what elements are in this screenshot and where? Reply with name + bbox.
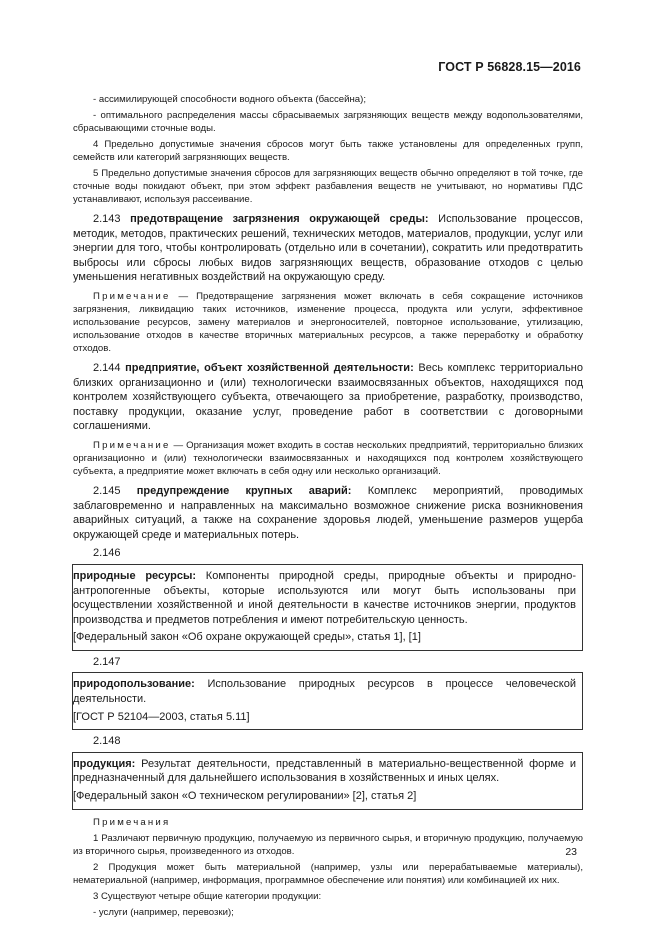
term-number: 2.144	[93, 361, 121, 374]
note-item: 2 Продукция может быть материальной (например, узлы или перерабатываемые материалы), нематериальной (например, информация, программное обеспечение или понятия) или комбинацией их них.	[73, 861, 583, 886]
term-name: предприятие, объект хозяйственной деятельности:	[125, 361, 414, 374]
term-number: 2.143	[93, 213, 121, 225]
term-entry	[73, 757, 576, 786]
note-item: 1 Различают первичную продукцию, получаемую из первичного сырья, и вторичную продукцию, получаемую из вторичного сырья, произведенного из отходов.	[73, 832, 583, 857]
term-reference: [ГОСТ Р 52104—2003, статья 5.11]	[73, 710, 250, 723]
note-label: Примечание	[93, 439, 171, 451]
notes-label: Примечания	[93, 816, 171, 828]
term-name: продукция:	[73, 757, 136, 770]
term-definition: Комплекс мероприятий, проводимых заблаговременно и направленных на максимально возможное снижение риска возникновения аварийных ситуаций, а также на сохранение здоровья людей, уменьшение размеров ущерба окружающей среде и материальных потерь.	[73, 484, 583, 541]
term-name: природные ресурсы:	[73, 569, 197, 582]
term-definition: Весь комплекс территориально близких организационно и (или) технологически взаимосвязанных объектов, находящихся под контролем хозяйствующего субъекта, отвечающего за приобретение, разработку, производство, поставку продукции, оказание услуг, проведение работ в соответствии с договорными соглашениями.	[73, 361, 583, 433]
page-content	[73, 93, 583, 919]
list-item: - услуги (например, перевозки);	[93, 906, 234, 918]
note-text: — Организация может входить в состав нескольких предприятий, территориально близких организационно и (или) технологически взаимосвязанных и находящихся под контролем хозяйствующего субъекта, а предприятие может включать в себя одну или несколько организаций.	[73, 439, 583, 477]
term-number-2-147: 2.147	[93, 655, 121, 668]
term-entry-2-143	[73, 212, 583, 285]
term-entry-2-145	[73, 484, 583, 542]
note-item: 5 Предельно допустимые значения сбросов для загрязняющих веществ обычно определяют в той точке, где сточные воды покидают объект, при этом эффект разбавления веществ не учитывают, но нормативы ПДС устанавливают, используя рассеивание.	[73, 168, 583, 205]
term-definition: Результат деятельности, представленный в материально-вещественной форме и предназначенный для дальнейшего использования в хозяйственных и иных целях.	[73, 757, 577, 785]
document-header: ГОСТ Р 56828.15—2016	[438, 60, 581, 74]
term-box-2-148	[72, 752, 583, 810]
term-reference: [Федеральный закон «Об охране окружающей среды», статья 1], [1]	[73, 631, 421, 644]
list-item: - оптимального распределения массы сбрасываемых загрязняющих веществ между водопользователями, сбрасывающими сточные воды.	[73, 110, 583, 134]
page-number: 23	[565, 846, 577, 858]
note-item: 3 Существуют четыре общие категории продукции:	[93, 890, 322, 902]
term-entry	[73, 677, 576, 706]
term-note	[73, 439, 583, 478]
term-number-2-146: 2.146	[93, 547, 121, 560]
note-label: Примечание	[93, 290, 171, 302]
note-text: — Предотвращение загрязнения может включать в себя сокращение источников загрязнения, ликвидацию таких источников, изменение процесса, продукта или услуги, эффективное использование ресурсов, замену материалов и энергоносителей, повторное использование, утилизацию, использование отходов в качестве вторичных материальных ресурсов, а также переработку и обработку отходов.	[73, 290, 583, 354]
term-name: предотвращение загрязнения окружающей среды:	[130, 213, 429, 225]
term-note	[73, 290, 583, 355]
term-box-2-147	[72, 672, 583, 730]
list-item: - ассимилирующей способности водного объекта (бассейна);	[93, 94, 366, 105]
term-box-2-146	[72, 564, 583, 651]
term-name: природопользование:	[73, 678, 195, 691]
term-number-2-148: 2.148	[93, 735, 121, 748]
note-item: 4 Предельно допустимые значения сбросов могут быть также установлены для определенных групп, семейств или категорий загрязняющих веществ.	[73, 139, 583, 163]
term-definition: Использование природных ресурсов в процессе человеческой деятельности.	[73, 678, 577, 706]
term-reference: [Федеральный закон «О техническом регулировании» [2], статья 2]	[73, 790, 417, 803]
term-name: предупреждение крупных аварий:	[136, 484, 352, 497]
term-number: 2.145	[93, 484, 121, 497]
term-entry	[73, 569, 576, 627]
term-definition: Компоненты природной среды, природные объекты и природно-антропогенные объекты, которые используются или могут быть использованы при осуществлении хозяйственной и иной деятельности в качестве источников энергии, продуктов производства и предметов потребления и имеют потребительскую ценность.	[73, 569, 576, 626]
term-definition: Использование процессов, методик, методов, практических решений, технических методов, материалов, продукции, услуг или энергии для того, чтобы контролировать (отдельно или в сочетании), сократить или предотвратить выбросы или сбросы любых видов загрязняющих веществ, образование отходов с целью уменьшения негативных воздействий на окружающую среду.	[73, 213, 583, 284]
term-entry-2-144	[73, 361, 583, 434]
